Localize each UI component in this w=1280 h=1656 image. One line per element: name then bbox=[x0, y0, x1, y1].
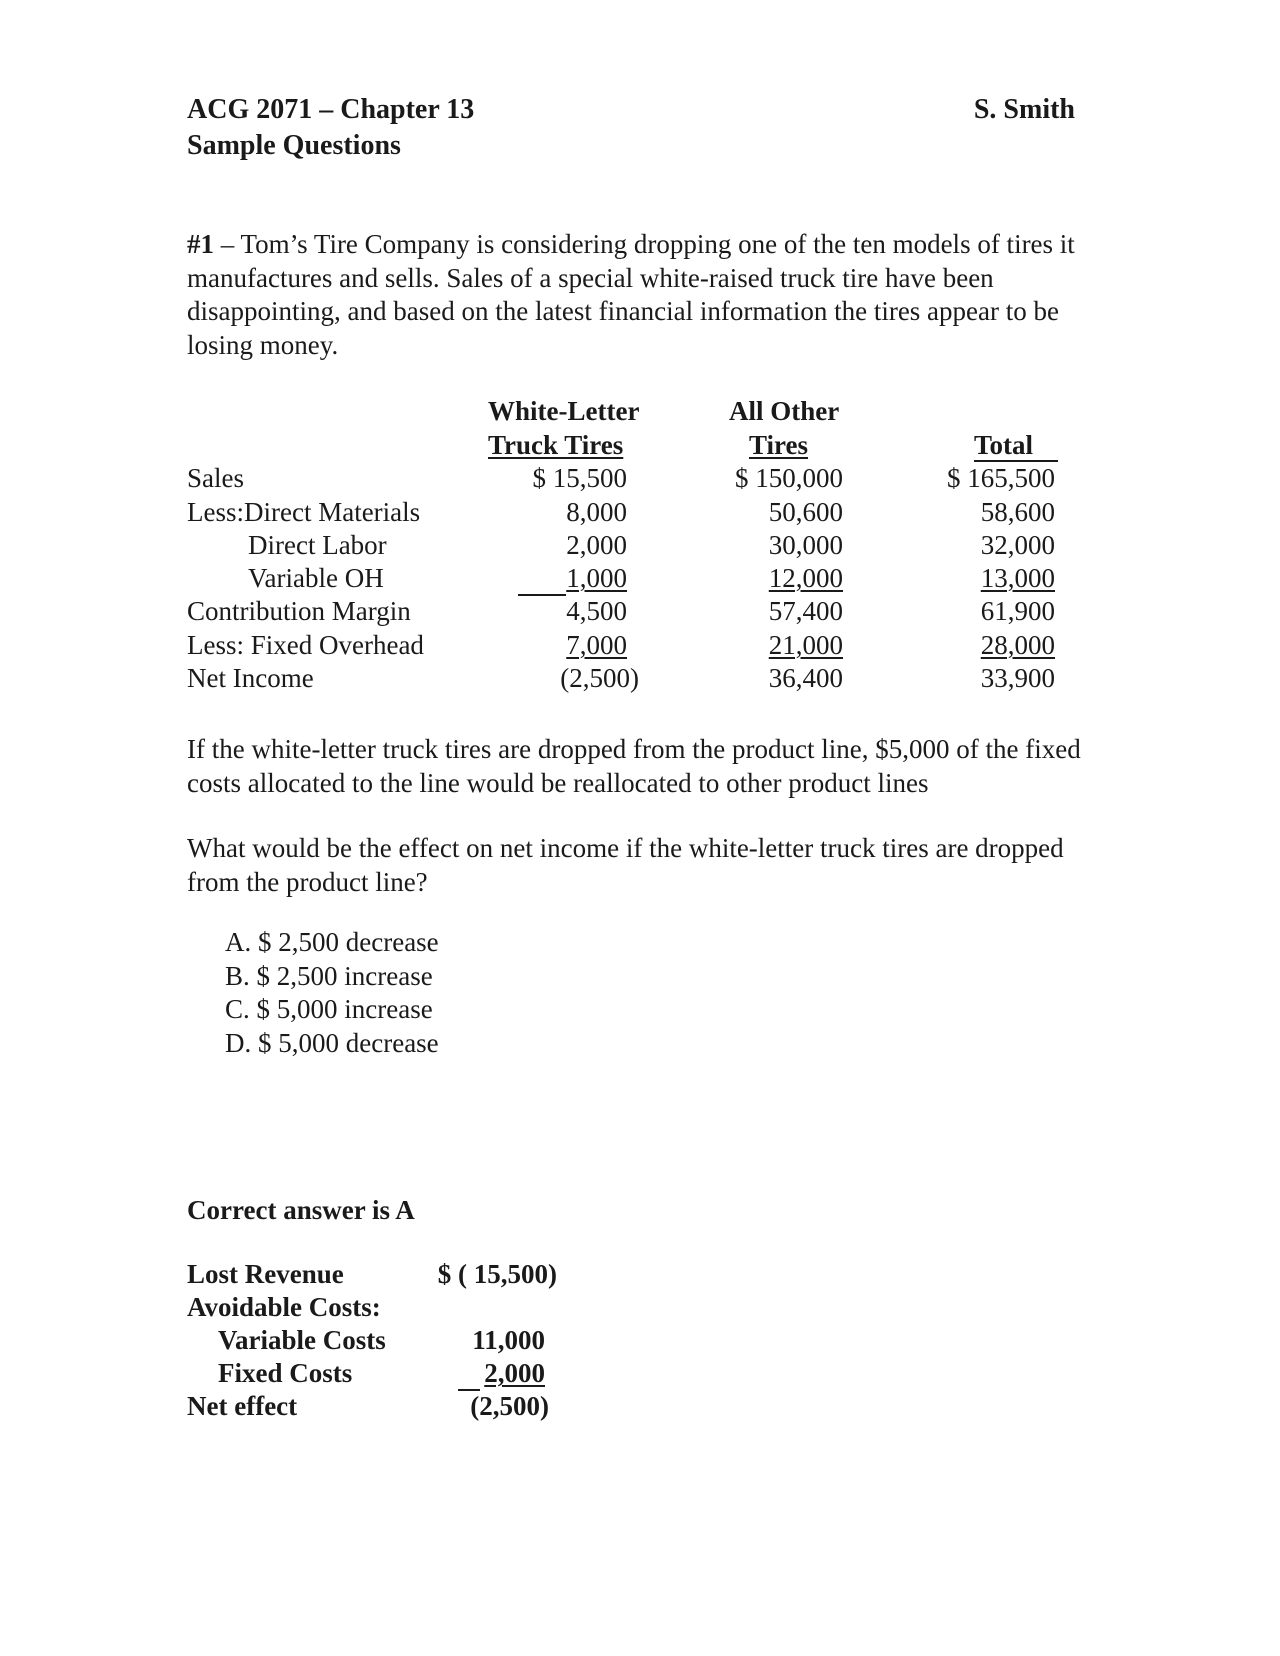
cell-cm-white: 4,500 bbox=[566, 596, 627, 626]
cell-ni-total: 33,900 bbox=[980, 663, 1055, 693]
cell-sales-other: $ 150,000 bbox=[735, 463, 843, 493]
row-label-sales: Sales bbox=[187, 463, 244, 493]
answer-value-fixed-costs: 2,000 bbox=[484, 1358, 545, 1388]
choice-b: B. $ 2,500 increase bbox=[225, 960, 433, 991]
choice-a: A. $ 2,500 decrease bbox=[225, 927, 439, 957]
cell-foh-other: 21,000 bbox=[768, 630, 843, 660]
col-header-truck-tires: Truck Tires bbox=[488, 430, 624, 460]
answer-value-variable-costs: 11,000 bbox=[472, 1325, 545, 1355]
author-name: S. Smith bbox=[973, 94, 1075, 125]
answer-label-avoidable-costs: Avoidable Costs: bbox=[187, 1292, 381, 1322]
cell-dl-white: 2,000 bbox=[566, 530, 627, 560]
choice-d: D. $ 5,000 decrease bbox=[225, 1027, 439, 1058]
question-text: Tom’s Tire Company is considering dropping one of the ten models of tires it manufactures and sells. Sales of a special white-raised truck tire have been disappointing, and based on the latest financial information the tires appear to be losing money. bbox=[187, 229, 1075, 360]
cell-foh-total: 28,000 bbox=[980, 630, 1055, 660]
answer-value-net-effect: (2,500) bbox=[470, 1391, 549, 1421]
note-paragraph bbox=[187, 733, 1107, 800]
cell-cm-other: 57,400 bbox=[768, 596, 843, 626]
voh-white-underline-lead bbox=[518, 594, 566, 596]
answer-label-net-effect: Net effect bbox=[187, 1391, 298, 1421]
col-header-white-letter: White-Letter bbox=[488, 396, 640, 426]
row-label-fixed-overhead: Less: Fixed Overhead bbox=[187, 630, 424, 660]
cell-voh-other: 12,000 bbox=[768, 563, 843, 593]
cell-ni-white: (2,500) bbox=[560, 663, 639, 693]
answer-label-lost-revenue: Lost Revenue bbox=[187, 1259, 344, 1289]
cell-dm-other: 50,600 bbox=[768, 497, 843, 527]
question-number: #1 bbox=[187, 229, 214, 259]
cell-cm-total: 61,900 bbox=[980, 596, 1055, 626]
col-header-total: Total bbox=[974, 430, 1034, 460]
row-label-variable-oh: Variable OH bbox=[248, 563, 384, 593]
prompt-text: What would be the effect on net income if the white-letter truck tires are dropped from the product line? bbox=[187, 833, 1064, 897]
course-title: ACG 2071 – Chapter 13 bbox=[187, 94, 475, 125]
cell-dm-total: 58,600 bbox=[980, 497, 1055, 527]
choice-c: C. $ 5,000 increase bbox=[225, 994, 433, 1024]
row-label-net-income: Net Income bbox=[187, 663, 314, 693]
cell-voh-total: 13,000 bbox=[980, 563, 1055, 593]
note-text: If the white-letter truck tires are dropped from the product line, $5,000 of the fixed costs allocated to the line would be reallocated to other product lines bbox=[187, 734, 1081, 798]
answer-choices bbox=[225, 926, 439, 1060]
page-subtitle: Sample Questions bbox=[187, 130, 401, 161]
row-label-contribution-margin: Contribution Margin bbox=[187, 596, 411, 626]
row-label-direct-materials: Less:Direct Materials bbox=[187, 497, 421, 527]
answer-label-fixed-costs: Fixed Costs bbox=[218, 1358, 353, 1388]
cell-dm-white: 8,000 bbox=[566, 497, 627, 527]
question-dash: – bbox=[214, 229, 241, 259]
cell-dl-total: 32,000 bbox=[980, 530, 1055, 560]
cell-ni-other: 36,400 bbox=[768, 663, 843, 693]
col-header-tires: Tires bbox=[749, 430, 809, 460]
prompt-paragraph bbox=[187, 832, 1107, 899]
answer-label-variable-costs: Variable Costs bbox=[218, 1325, 386, 1355]
cell-dl-other: 30,000 bbox=[768, 530, 843, 560]
cell-sales-total: $ 165,500 bbox=[947, 463, 1055, 493]
question-paragraph bbox=[187, 228, 1107, 362]
total-header-underline bbox=[974, 460, 1058, 462]
cell-foh-white: 7,000 bbox=[566, 630, 627, 660]
cell-voh-white: 1,000 bbox=[566, 563, 627, 593]
cell-sales-white: $ 15,500 bbox=[532, 463, 627, 493]
col-header-all-other: All Other bbox=[729, 396, 840, 426]
answer-value-lost-revenue: $ ( 15,500) bbox=[437, 1259, 557, 1289]
correct-answer-heading: Correct answer is A bbox=[187, 1195, 415, 1225]
row-label-direct-labor: Direct Labor bbox=[248, 530, 387, 560]
